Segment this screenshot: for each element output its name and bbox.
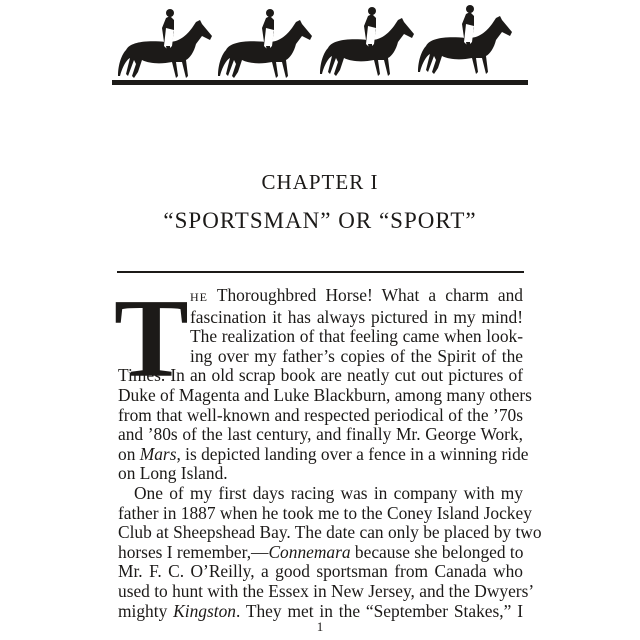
text-segment: . They met in the “September Stakes,” I bbox=[235, 600, 524, 621]
page-number: 1 bbox=[316, 619, 324, 634]
text-line bbox=[118, 502, 532, 524]
text-line bbox=[118, 425, 523, 445]
text-line bbox=[118, 443, 529, 465]
text-segment: Duke of Magenta and Luke Blackburn, among many others bbox=[118, 384, 532, 405]
italic-title: Mars bbox=[139, 443, 177, 464]
text-segment: The realization of that feeling came when look- bbox=[190, 326, 523, 347]
italic-title: Connemara bbox=[268, 541, 351, 562]
text-segment: , is depicted landing over a fence in a winning ride bbox=[176, 443, 529, 464]
text-segment: because she belonged to bbox=[350, 541, 524, 562]
text-segment: used to hunt with the Essex in New Jersey, and the Dwyers’ bbox=[118, 580, 535, 601]
text-line bbox=[118, 464, 523, 484]
text-line bbox=[118, 384, 532, 406]
text-line bbox=[118, 543, 523, 563]
text-line bbox=[118, 580, 535, 602]
horses-and-riders-illustration bbox=[112, 4, 528, 90]
text-segment: Times. In an old scrap book are neatly cut out pictures of bbox=[118, 365, 523, 386]
text-segment: HE bbox=[190, 290, 208, 304]
text-segment: mighty bbox=[118, 600, 174, 621]
text-line bbox=[118, 366, 523, 386]
text-line bbox=[118, 406, 523, 426]
chapter-number: CHAPTER I bbox=[261, 170, 379, 194]
italic-title: Kingston bbox=[173, 600, 236, 621]
text-line bbox=[118, 347, 523, 367]
text-segment: horses I remember,— bbox=[118, 541, 269, 562]
text-segment: and ’80s of the last century, and finally Mr. George Work, bbox=[118, 424, 523, 445]
text-segment: One of my first days racing was in company with my bbox=[134, 482, 523, 503]
text-line bbox=[118, 286, 523, 308]
horse-rider-4 bbox=[418, 5, 512, 74]
horse-rider-2 bbox=[218, 9, 312, 78]
text-line bbox=[118, 484, 523, 504]
horse-rider-1 bbox=[118, 9, 212, 78]
chapter-title: “SPORTSMAN” OR “SPORT” bbox=[163, 208, 477, 233]
text-segment: from that well-known and respected periodical of the ’70s bbox=[118, 404, 523, 425]
text-line bbox=[118, 327, 523, 347]
drop-cap: T bbox=[114, 277, 189, 401]
ground-line bbox=[112, 80, 528, 85]
text-segment: Mr. F. C. O’Reilly, a good sportsman from Canada who bbox=[118, 561, 523, 582]
horizontal-rule bbox=[117, 271, 524, 273]
text-segment: on bbox=[118, 443, 140, 464]
horse-rider-3 bbox=[320, 7, 414, 76]
text-segment: fascination it has always pictured in my mind! bbox=[190, 306, 523, 327]
text-segment: father in 1887 when he took me to the Coney Island Jockey bbox=[118, 502, 532, 523]
text-segment: Thoroughbred Horse! What a charm and bbox=[208, 285, 523, 305]
text-segment: Club at Sheepshead Bay. The date can only be placed by two bbox=[118, 522, 542, 543]
body-text bbox=[118, 285, 542, 621]
text-line bbox=[118, 308, 523, 328]
text-line bbox=[118, 522, 542, 543]
text-segment: ing over my father’s copies of the Spirit of the bbox=[190, 345, 523, 366]
text-line bbox=[118, 562, 523, 582]
text-segment: on Long Island. bbox=[118, 463, 228, 484]
